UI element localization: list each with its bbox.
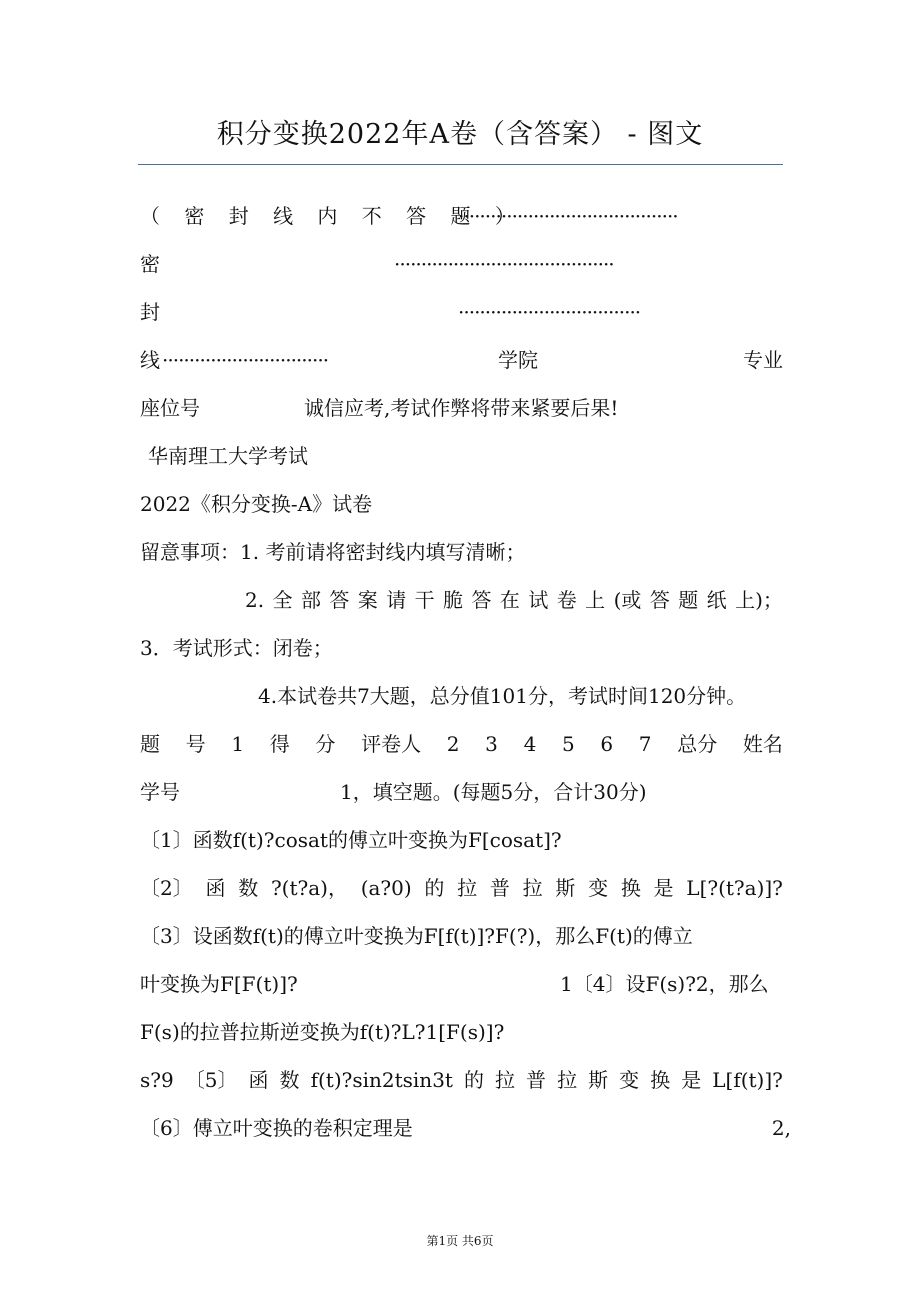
- note-4: [140, 680, 783, 712]
- note-2-cell: (或: [613, 588, 642, 612]
- question-2-cell: ?(t?a)，: [270, 876, 348, 900]
- score-header-row: [140, 728, 783, 760]
- question-5-cell: 的: [463, 1068, 484, 1092]
- question-1: [140, 824, 783, 856]
- question-2-cell: 拉: [522, 876, 543, 900]
- score-header-cell: 5: [561, 732, 575, 756]
- question-3-text: 〔3〕设函数f(t)的傅立叶变换为F[f(t)]?F(?)，那么F(t)的傅立: [140, 924, 693, 948]
- note-1-text: 留意事项：1. 考前请将密封线内填写清晰；: [140, 540, 526, 564]
- question-3-continuation: 叶变换为F[F(t)]?: [140, 972, 298, 996]
- note-2-cell: 答: [649, 588, 670, 612]
- title-underline: [138, 164, 783, 165]
- question-2-cell: 是: [653, 876, 674, 900]
- note-2-cell: 纸: [706, 588, 727, 612]
- question-5-cell: s?9: [140, 1068, 174, 1092]
- seat-row: [140, 392, 783, 424]
- score-header-cell: 总分: [677, 732, 718, 756]
- note-2-cell: 请: [386, 588, 407, 612]
- question-5-cell: 拉: [557, 1068, 578, 1092]
- question-2-cell: 变: [588, 876, 609, 900]
- note-2-cell: 脆: [443, 588, 464, 612]
- score-header-cell: 4: [523, 732, 537, 756]
- honesty-notice: 诚信应考,考试作弊将带来紧要后果!: [304, 396, 619, 420]
- question-2-cell: 〔2〕: [140, 876, 193, 900]
- seal-dots-1: ·········································: [458, 204, 678, 228]
- question-5-cell: f(t)?sin2tsin3t: [310, 1068, 453, 1092]
- question-2-cell: 的: [424, 876, 445, 900]
- note-2-cell: 全: [272, 588, 293, 612]
- question-5-cell: 函: [248, 1068, 269, 1092]
- question-5-cell: 变: [619, 1068, 640, 1092]
- note-2-cell: 在: [499, 588, 520, 612]
- page-footer: 第1页 共6页: [426, 1234, 494, 1248]
- seal-mi-row: [140, 248, 783, 280]
- note-2-cell: 上)；: [735, 588, 783, 612]
- seal-dots-4: ·······························: [162, 348, 329, 372]
- note-2-cell: 2.: [245, 588, 265, 612]
- score-header-cell: 号: [185, 732, 206, 756]
- seal-header: （ 密 封 线 内 不 答 题 ）: [140, 204, 524, 228]
- seat-label: 座位号: [140, 396, 200, 420]
- note-2-cell: 答: [329, 588, 350, 612]
- score-header-cell: 7: [638, 732, 652, 756]
- question-5-cell: 是: [681, 1068, 702, 1092]
- seal-xian-row: [140, 344, 783, 376]
- school-name: 华南理工大学考试: [148, 444, 308, 468]
- section-1-row: [140, 776, 783, 808]
- question-5-cell: 斯: [588, 1068, 609, 1092]
- question-5: [140, 1064, 783, 1096]
- question-4-text: F(s)的拉普拉斯逆变换为f(t)?L?1[F(s)]?: [140, 1020, 505, 1044]
- note-4-text: 4.本试卷共7大题，总分值101分，考试时间120分钟。: [258, 684, 747, 708]
- score-header-cell: 1: [231, 732, 245, 756]
- note-2-cell: 案: [357, 588, 378, 612]
- note-3: [140, 632, 783, 664]
- question-5-cell: 拉: [495, 1068, 516, 1092]
- note-2-cell: 部: [300, 588, 321, 612]
- score-header-cell: 题: [140, 732, 160, 756]
- question-2-cell: 斯: [555, 876, 576, 900]
- score-header-cell: 姓名: [742, 732, 783, 756]
- question-5-cell: 换: [650, 1068, 671, 1092]
- seal-mi: 密: [140, 252, 160, 276]
- section-1-heading: 1，填空题。(每题5分，合计30分): [340, 780, 647, 804]
- question-2-cell: 普: [489, 876, 510, 900]
- seal-header-row: [140, 200, 783, 232]
- note-2-cell: 上: [585, 588, 606, 612]
- note-2: [245, 584, 783, 616]
- question-2-cell: 换: [620, 876, 641, 900]
- question-2-cell: 函: [205, 876, 226, 900]
- note-3-text: 3．考试形式：闭卷；: [140, 636, 333, 660]
- student-id-label: 学号: [140, 780, 180, 804]
- note-2-cell: 卷: [556, 588, 577, 612]
- college-label: 学院: [498, 348, 538, 372]
- score-header-cell: 6: [600, 732, 614, 756]
- note-1: [140, 536, 783, 568]
- question-2-cell: 数: [238, 876, 259, 900]
- score-header-cell: 评卷人: [361, 732, 422, 756]
- seal-dots-2: ·········································: [394, 252, 614, 276]
- exam-name: 2022《积分变换-A》试卷: [140, 492, 373, 516]
- question-5-cell: 〔5〕: [184, 1068, 238, 1092]
- document-title: 积分变换2022年A卷（含答案） - 图文: [216, 119, 704, 150]
- question-5-cell: L[f(t)]?: [712, 1068, 783, 1092]
- score-header-cell: 分: [315, 732, 336, 756]
- note-2-cell: 题: [678, 588, 699, 612]
- note-2-cell: 干: [414, 588, 435, 612]
- question-5-cell: 普: [526, 1068, 547, 1092]
- question-6: [140, 1112, 791, 1144]
- note-2-cell: 试: [528, 588, 549, 612]
- school-row: [140, 440, 783, 472]
- question-2-cell: 拉: [457, 876, 478, 900]
- question-6-text: 〔6〕傅立叶变换的卷积定理是: [140, 1116, 413, 1140]
- note-2-cell: 答: [471, 588, 492, 612]
- seal-feng: 封: [140, 300, 160, 324]
- score-header-cell: 2: [446, 732, 460, 756]
- question-2-cell: L[?(t?a)]?: [686, 876, 783, 900]
- score-header-cell: 3: [485, 732, 498, 756]
- question-2: [140, 872, 783, 904]
- question-5-cell: 数: [279, 1068, 300, 1092]
- question-3-line-2: [140, 968, 783, 1000]
- major-label: 专业: [743, 348, 783, 372]
- score-header-cell: 得: [269, 732, 290, 756]
- seal-dots-3: ··································: [458, 300, 641, 324]
- seal-xian: 线: [140, 348, 160, 372]
- question-4-start: 1〔4〕设F(s)?2，那么: [560, 972, 769, 996]
- question-6-end: 2,: [771, 1116, 791, 1140]
- exam-name-row: [140, 488, 783, 520]
- question-1-text: 〔1〕函数f(t)?cosat的傅立叶变换为F[cosat]?: [140, 828, 562, 852]
- question-4-line-2: [140, 1016, 783, 1048]
- question-3-line-1: [140, 920, 783, 952]
- question-2-cell: (a?0): [360, 876, 412, 900]
- seal-feng-row: [140, 296, 783, 328]
